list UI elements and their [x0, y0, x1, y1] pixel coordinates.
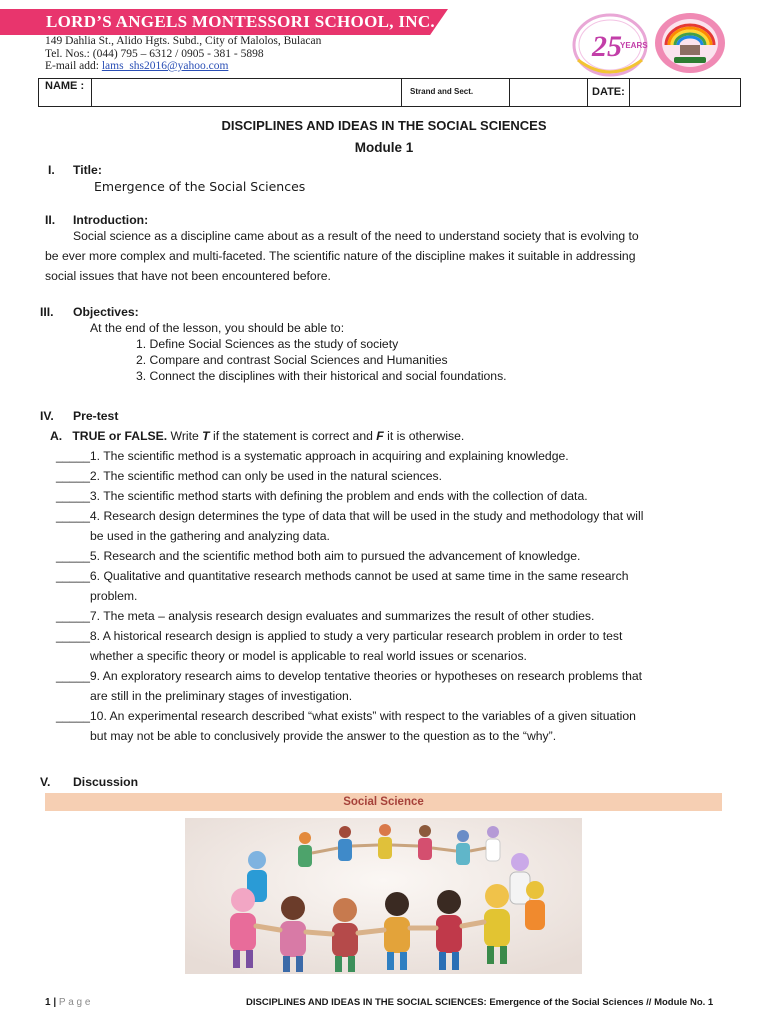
question-item: _____8. A historical research design is applied to study a very particular research problem in order to test	[56, 629, 623, 643]
date-field[interactable]	[629, 79, 740, 106]
section-v-num: V.	[40, 775, 51, 789]
logo-years-word: YEARS	[620, 41, 648, 50]
question-item: _____2. The scientific method can only be used in the natural sciences.	[56, 469, 442, 483]
question-item-cont: be used in the gathering and analyzing data.	[90, 529, 330, 543]
section-ii-num: II.	[45, 213, 56, 227]
question-item: _____6. Qualitative and quantitative research methods cannot be used at same time in the same research	[56, 569, 629, 583]
objectives-lead: At the end of the lesson, you should be able to:	[90, 321, 345, 335]
question-item: _____7. The meta – analysis research design evaluates and summarizes the result of other studies.	[56, 609, 595, 623]
school-name: LORD’S ANGELS MONTESSORI SCHOOL, INC.	[46, 12, 435, 31]
name-label: NAME :	[45, 80, 85, 92]
question-item-cont: problem.	[90, 589, 138, 603]
pretest-instructions	[50, 428, 464, 444]
student-info-table	[38, 78, 741, 107]
discussion-title-bar: Social Science	[45, 793, 722, 811]
page-footer-left	[45, 997, 90, 1008]
question-item-cont: whether a specific theory or model is applicable to real world issues or scenarios.	[90, 649, 527, 663]
part-a-title: TRUE or FALSE.	[72, 429, 168, 443]
paper-people-circle-image	[185, 818, 582, 974]
part-a-letter: A.	[50, 429, 63, 443]
instr-mid: if the statement is correct and	[209, 429, 377, 443]
question-item-cont: but may not be able to conclusively provide the answer to the question as to the “why”.	[90, 729, 557, 743]
document-heading: DISCIPLINES AND IDEAS IN THE SOCIAL SCIENCES	[221, 118, 547, 133]
page-sep: |	[50, 997, 59, 1008]
section-iii-num: III.	[40, 305, 54, 319]
date-label: DATE:	[592, 86, 625, 98]
page-word: P a g e	[58, 997, 91, 1008]
section-i-num: I.	[48, 163, 55, 177]
name-field[interactable]	[91, 79, 401, 106]
page-footer-right: DISCIPLINES AND IDEAS IN THE SOCIAL SCIENCES: Emergence of the Social Sciences // Module No. 1	[246, 997, 714, 1008]
instr-pre: Write	[167, 429, 203, 443]
section-i-text: Emergence of the Social Sciences	[94, 179, 306, 194]
objective-item: 2. Compare and contrast Social Sciences and Humanities	[136, 353, 448, 367]
question-item-cont: are still in the preliminary stages of investigation.	[90, 689, 353, 703]
instr-f-letter: F	[376, 429, 384, 443]
question-item: _____4. Research design determines the type of data that will be used in the study and methodology that will	[56, 509, 644, 523]
section-iv-num: IV.	[40, 409, 54, 423]
question-item: _____9. An exploratory research aims to develop tentative theories or hypotheses on research problems that	[56, 669, 643, 683]
objective-item: 3. Connect the disciplines with their historical and social foundations.	[136, 369, 507, 383]
school-address: 149 Dahlia St., Alido Hgts. Subd., City of Malolos, Bulacan	[45, 35, 322, 47]
objective-item: 1. Define Social Sciences as the study of society	[136, 337, 399, 351]
strand-label-cell	[401, 79, 509, 106]
email-label: E-mail add:	[45, 60, 102, 72]
section-iii-label: Objectives:	[73, 305, 139, 319]
intro-line-3: social issues that have not been encountered before.	[45, 269, 331, 283]
intro-line-2: be ever more complex and multi-faceted. The scientific nature of the discipline makes it suitable in addressing	[45, 249, 636, 263]
section-ii-label: Introduction:	[73, 213, 149, 227]
question-item: _____3. The scientific method starts with defining the problem and ends with the collection of data.	[56, 489, 588, 503]
date-label-cell	[587, 79, 629, 106]
page-number: 1	[45, 997, 51, 1008]
question-item: _____10. An experimental research described “what exists” with respect to the variables of a given situation	[56, 709, 636, 723]
section-i-label: Title:	[73, 163, 102, 177]
logo-25-number: 25	[592, 30, 622, 63]
section-v-label: Discussion	[73, 775, 139, 789]
strand-field[interactable]	[509, 79, 587, 106]
school-tel: Tel. Nos.: (044) 795 – 6312 / 0905 - 381 - 5898	[45, 48, 264, 60]
section-iv-label: Pre-test	[73, 409, 119, 423]
question-item: _____1. The scientific method is a systematic approach in acquiring and explaining knowledge.	[56, 449, 569, 463]
instr-t-letter: T	[202, 429, 210, 443]
instr-post: it is otherwise.	[383, 429, 465, 443]
strand-label: Strand and Sect.	[410, 87, 474, 96]
intro-line-1: Social science as a discipline came about as a result of the need to understand society that is evolving to	[73, 229, 639, 243]
module-label: Module 1	[354, 140, 414, 155]
school-seal-logo	[652, 11, 728, 75]
email-link[interactable]: lams_shs2016@yahoo.com	[101, 60, 229, 72]
anniversary-logo	[570, 12, 650, 78]
question-item: _____5. Research and the scientific method both aim to pursued the advancement of knowledge.	[56, 549, 581, 563]
school-email-line	[45, 60, 228, 72]
